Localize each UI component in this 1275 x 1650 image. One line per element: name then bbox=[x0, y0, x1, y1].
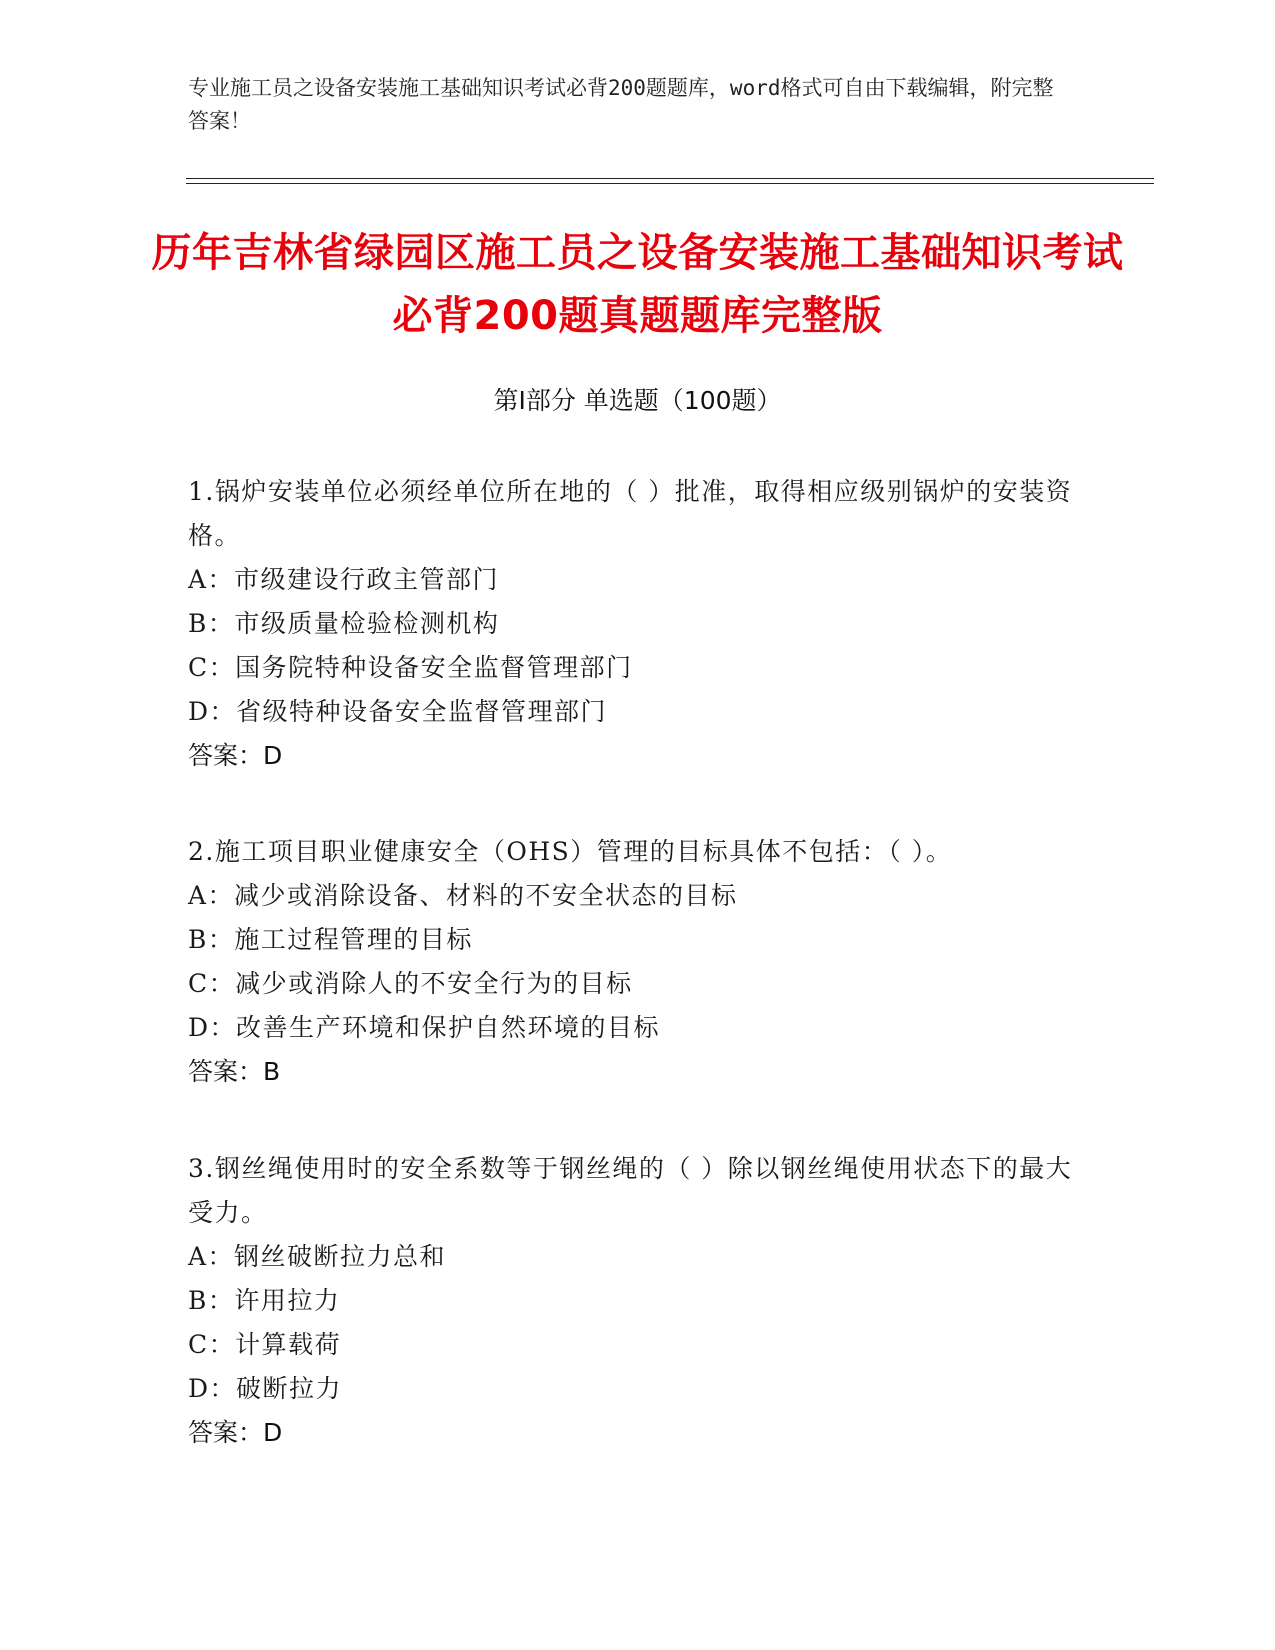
question-stem: 1.锅炉安装单位必须经单位所在地的（ ）批准，取得相应级别锅炉的安装资格。 bbox=[188, 477, 1073, 550]
option-d: D：省级特种设备安全监督管理部门 bbox=[188, 697, 608, 726]
header-divider bbox=[186, 178, 1154, 184]
option-d: D：改善生产环境和保护自然环境的目标 bbox=[188, 1013, 661, 1042]
answer-line: 答案：D bbox=[188, 1418, 283, 1447]
answer-line: 答案：D bbox=[188, 741, 283, 770]
section-heading: 第Ⅰ部分 单选题（100题） bbox=[493, 386, 782, 415]
option-a: A：钢丝破断拉力总和 bbox=[188, 1242, 447, 1271]
question-item bbox=[188, 1147, 1088, 1455]
question-stem: 2.施工项目职业健康安全（OHS）管理的目标具体不包括：（ ）。 bbox=[188, 837, 953, 866]
question-item bbox=[188, 470, 1088, 778]
option-d: D：破断拉力 bbox=[188, 1374, 343, 1403]
option-b: B：施工过程管理的目标 bbox=[188, 925, 473, 954]
option-c: C：减少或消除人的不安全行为的目标 bbox=[188, 969, 633, 998]
option-a: A：减少或消除设备、材料的不安全状态的目标 bbox=[188, 881, 738, 910]
option-b: B：许用拉力 bbox=[188, 1286, 341, 1315]
option-c: C：国务院特种设备安全监督管理部门 bbox=[188, 653, 633, 682]
option-b: B：市级质量检验检测机构 bbox=[188, 609, 500, 638]
document-title: 历年吉林省绿园区施工员之设备安装施工基础知识考试必背200题真题题库完整版 bbox=[151, 230, 1124, 339]
option-a: A：市级建设行政主管部门 bbox=[188, 565, 500, 594]
question-item bbox=[188, 830, 1088, 1094]
header-note: 专业施工员之设备安装施工基础知识考试必背200题题库，word格式可自由下载编辑，附完整答案！ bbox=[188, 76, 1054, 133]
answer-line: 答案：B bbox=[188, 1057, 281, 1086]
option-c: C：计算载荷 bbox=[188, 1330, 342, 1359]
question-stem: 3.钢丝绳使用时的安全系数等于钢丝绳的（ ）除以钢丝绳使用状态下的最大受力。 bbox=[188, 1154, 1073, 1227]
